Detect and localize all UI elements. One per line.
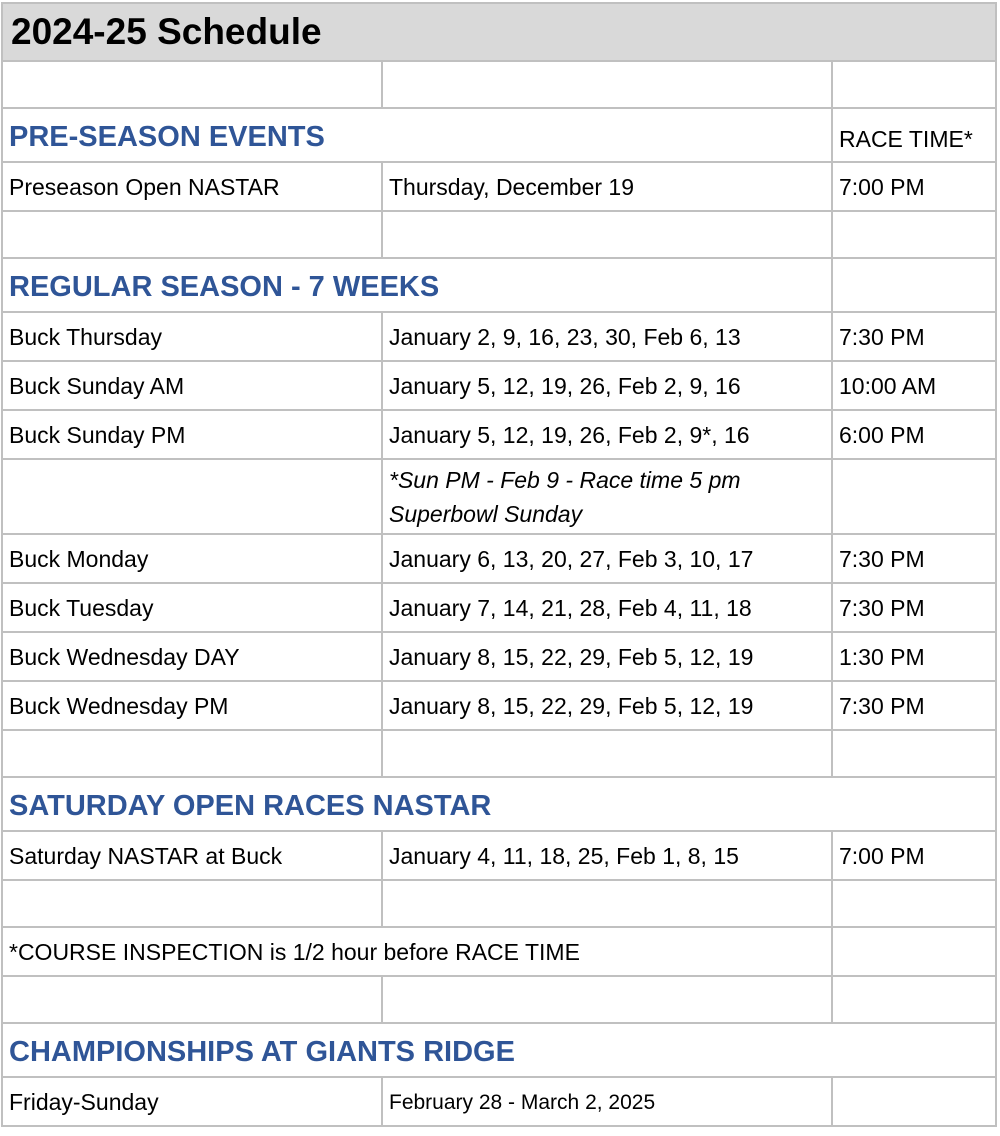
section-header-preseason — [2, 108, 996, 162]
table-row — [2, 410, 996, 459]
inspection-note: *COURSE INSPECTION is 1/2 hour before RACE TIME — [2, 927, 832, 976]
note-line-1: *Sun PM - Feb 9 - Race time 5 pm — [389, 466, 741, 493]
event-dates: January 7, 14, 21, 28, Feb 4, 11, 18 — [382, 583, 832, 632]
table-row — [2, 361, 996, 410]
table-row — [2, 583, 996, 632]
event-name: Preseason Open NASTAR — [2, 162, 382, 211]
event-name: Buck Sunday PM — [2, 410, 382, 459]
table-row — [2, 312, 996, 361]
event-time: 6:00 PM — [832, 410, 996, 459]
event-name: Friday-Sunday — [2, 1077, 382, 1126]
title-row — [2, 3, 996, 61]
event-time: 7:30 PM — [832, 583, 996, 632]
table-row — [2, 632, 996, 681]
section-header-saturday — [2, 777, 996, 831]
event-name: Buck Wednesday DAY — [2, 632, 382, 681]
section-heading: SATURDAY OPEN RACES NASTAR — [2, 777, 996, 831]
event-time: 10:00 AM — [832, 361, 996, 410]
event-time: 7:00 PM — [832, 831, 996, 880]
section-header-championships — [2, 1023, 996, 1077]
event-dates: January 6, 13, 20, 27, Feb 3, 10, 17 — [382, 534, 832, 583]
note-row — [2, 459, 996, 534]
event-time: 1:30 PM — [832, 632, 996, 681]
section-heading: REGULAR SEASON - 7 WEEKS — [2, 258, 832, 312]
race-time-header: RACE TIME* — [832, 108, 996, 162]
event-time: 7:30 PM — [832, 534, 996, 583]
event-dates: Thursday, December 19 — [382, 162, 832, 211]
event-name: Saturday NASTAR at Buck — [2, 831, 382, 880]
inspection-note-row — [2, 927, 996, 976]
table-row — [2, 681, 996, 730]
event-time: 7:30 PM — [832, 681, 996, 730]
event-name: Buck Thursday — [2, 312, 382, 361]
table-row — [2, 1077, 996, 1126]
event-time: 7:00 PM — [832, 162, 996, 211]
superbowl-note — [382, 459, 832, 534]
blank-row — [2, 976, 996, 1023]
event-time: 7:30 PM — [832, 312, 996, 361]
section-header-regular — [2, 258, 996, 312]
blank-row — [2, 61, 996, 108]
schedule-sheet — [1, 2, 999, 1127]
section-heading: CHAMPIONSHIPS AT GIANTS RIDGE — [2, 1023, 996, 1077]
event-dates: January 4, 11, 18, 25, Feb 1, 8, 15 — [382, 831, 832, 880]
event-name: Buck Wednesday PM — [2, 681, 382, 730]
table-row — [2, 162, 996, 211]
schedule-table — [1, 2, 997, 1127]
event-dates: January 2, 9, 16, 23, 30, Feb 6, 13 — [382, 312, 832, 361]
blank-row — [2, 730, 996, 777]
event-name: Buck Tuesday — [2, 583, 382, 632]
event-name: Buck Sunday AM — [2, 361, 382, 410]
blank-row — [2, 880, 996, 927]
table-row — [2, 831, 996, 880]
section-heading: PRE-SEASON EVENTS — [2, 108, 832, 162]
table-row — [2, 534, 996, 583]
event-dates: February 28 - March 2, 2025 — [382, 1077, 832, 1126]
event-time — [832, 1077, 996, 1126]
event-dates: January 8, 15, 22, 29, Feb 5, 12, 19 — [382, 632, 832, 681]
blank-row — [2, 211, 996, 258]
event-dates: January 5, 12, 19, 26, Feb 2, 9*, 16 — [382, 410, 832, 459]
event-dates: January 5, 12, 19, 26, Feb 2, 9, 16 — [382, 361, 832, 410]
page-title: 2024-25 Schedule — [2, 3, 996, 61]
event-name: Buck Monday — [2, 534, 382, 583]
note-line-2: Superbowl Sunday — [389, 500, 583, 527]
event-dates: January 8, 15, 22, 29, Feb 5, 12, 19 — [382, 681, 832, 730]
